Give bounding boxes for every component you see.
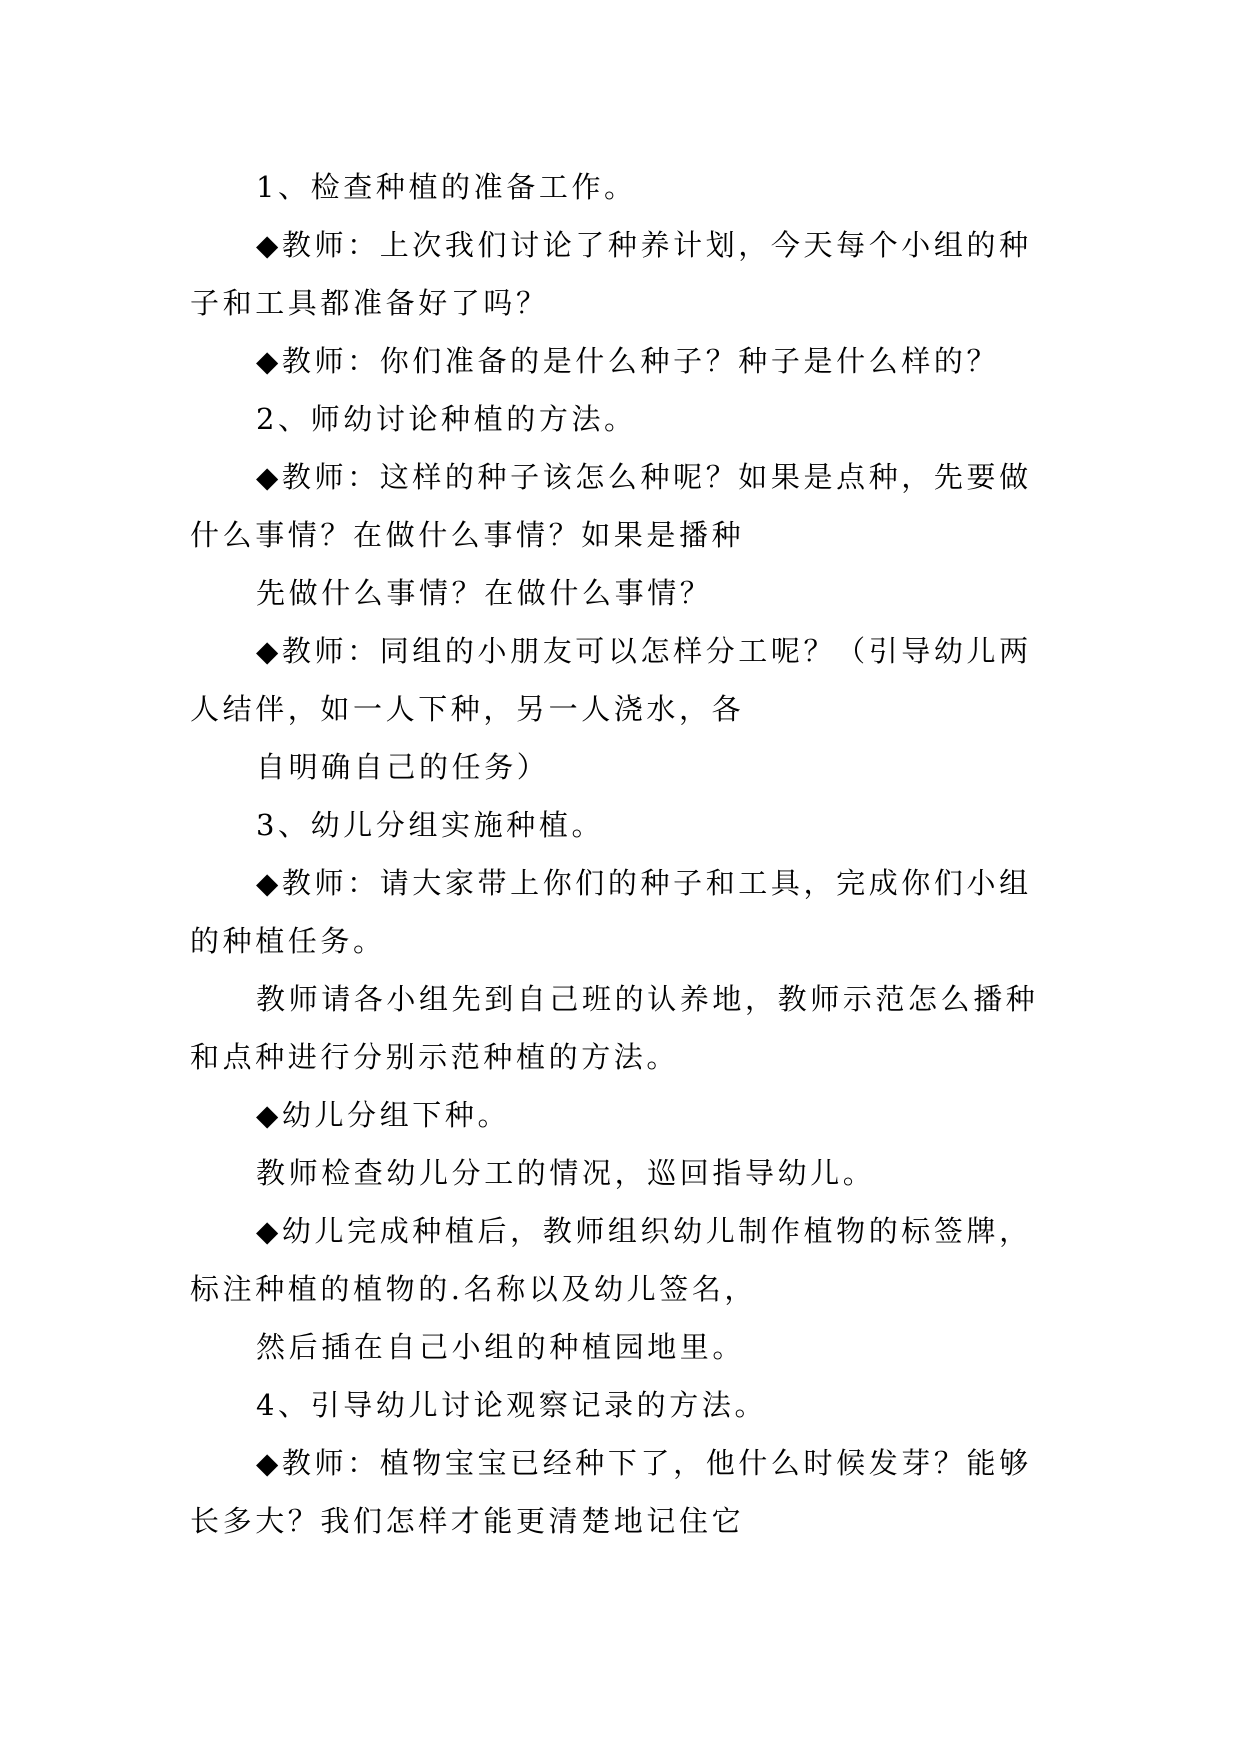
step-heading-3: 3、幼儿分组实施种植。 xyxy=(256,808,605,842)
paragraph-line: 长多大？我们怎样才能更清楚地记住它 xyxy=(190,1504,745,1538)
paragraph-line: 标注种植的植物的.名称以及幼儿签名， xyxy=(190,1272,758,1306)
paragraph-line: 自明确自己的任务） xyxy=(256,750,550,784)
paragraph-line: ◆幼儿分组下种。 xyxy=(256,1098,511,1132)
paragraph-line: 人结伴，如一人下种，另一人浇水，各 xyxy=(190,692,745,726)
paragraph-line: 教师检查幼儿分工的情况，巡回指导幼儿。 xyxy=(256,1156,876,1190)
document-body xyxy=(190,158,1070,1550)
paragraph-line: ◆教师：请大家带上你们的种子和工具，完成你们小组 xyxy=(256,866,1032,900)
step-heading-2: 2、师幼讨论种植的方法。 xyxy=(256,402,637,436)
paragraph-line: ◆幼儿完成种植后，教师组织幼儿制作植物的标签牌， xyxy=(256,1214,1032,1248)
paragraph-line: 什么事情？在做什么事情？如果是播种 xyxy=(190,518,745,552)
paragraph-line: 子和工具都准备好了吗？ xyxy=(190,286,549,320)
step-heading-4: 4、引导幼儿讨论观察记录的方法。 xyxy=(256,1388,768,1422)
paragraph-line: ◆教师：植物宝宝已经种下了，他什么时候发芽？能够 xyxy=(256,1446,1032,1480)
paragraph-line: 和点种进行分别示范种植的方法。 xyxy=(190,1040,680,1074)
paragraph-line: 然后插在自己小组的种植园地里。 xyxy=(256,1330,746,1364)
paragraph-line: ◆教师：上次我们讨论了种养计划，今天每个小组的种 xyxy=(256,228,1032,262)
paragraph-line: 先做什么事情？在做什么事情？ xyxy=(256,576,713,610)
paragraph-line: 教师请各小组先到自己班的认养地，教师示范怎么播种 xyxy=(256,982,1039,1016)
paragraph-line: ◆教师：这样的种子该怎么种呢？如果是点种，先要做 xyxy=(256,460,1032,494)
paragraph-line: ◆教师：你们准备的是什么种子？种子是什么样的？ xyxy=(256,344,1000,378)
paragraph-line: ◆教师：同组的小朋友可以怎样分工呢？（引导幼儿两 xyxy=(256,634,1032,668)
step-heading-1: 1、检查种植的准备工作。 xyxy=(256,170,637,204)
paragraph-line: 的种植任务。 xyxy=(190,924,386,958)
